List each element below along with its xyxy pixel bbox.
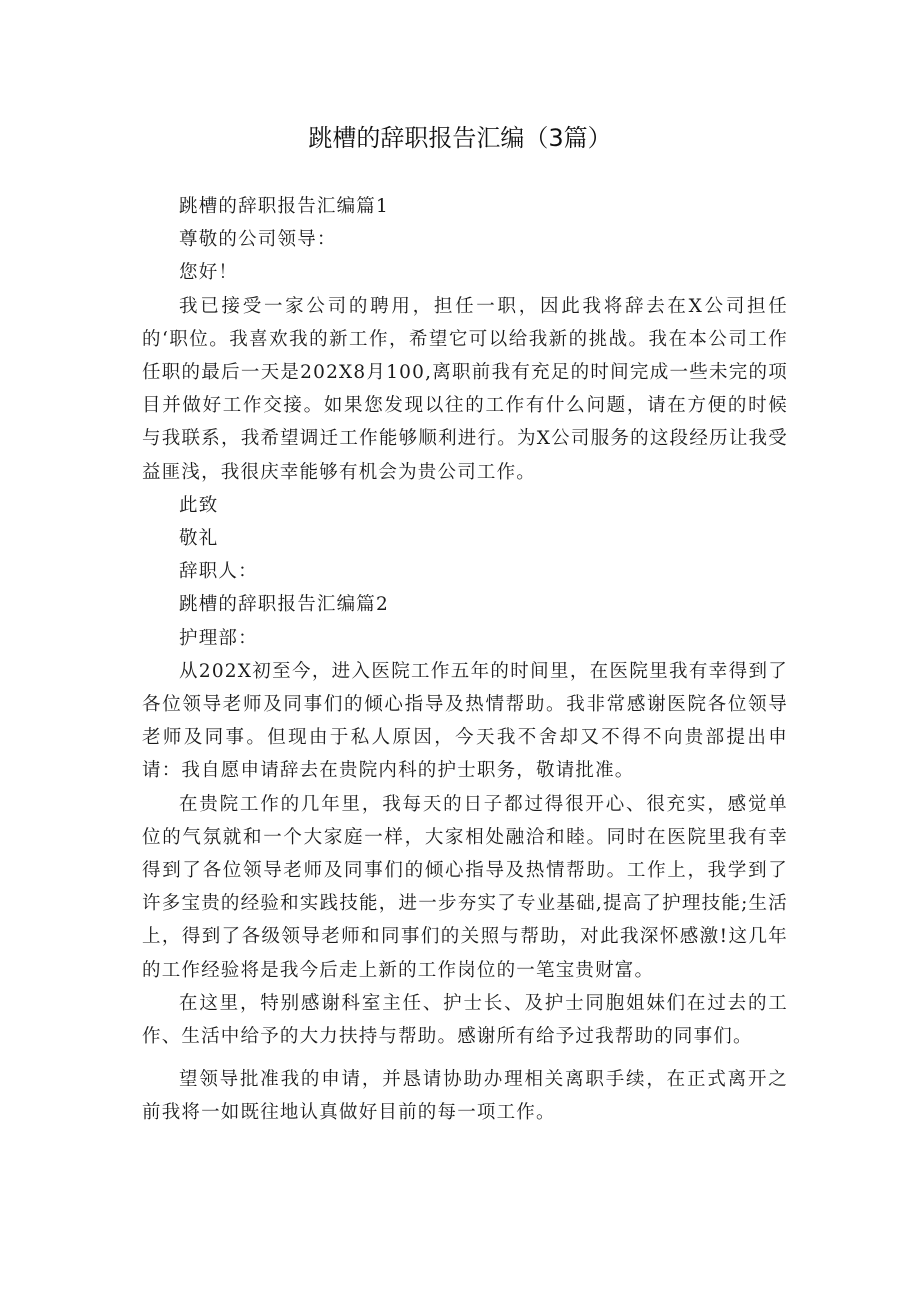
- body-paragraph: 在这里，特别感谢科室主任、护士长、及护士同胞姐妹们在过去的工作、生活中给予的大力扶持与帮助。感谢所有给予过我帮助的同事们。: [142, 992, 788, 1048]
- closing-regards: 敬礼: [179, 528, 219, 550]
- body-paragraph: 望领导批准我的申请，并恳请协助办理相关离职手续，在正式离开之前我将一如既往地认真做好目前的每一项工作。: [142, 1069, 788, 1124]
- section-heading-1: 跳槽的辞职报告汇编篇1: [179, 196, 389, 217]
- recipient: 护理部：: [179, 627, 258, 649]
- salutation: 尊敬的公司领导：: [179, 229, 337, 251]
- body-paragraph: 从202X初至今，进入医院工作五年的时间里，在医院里我有幸得到了各位领导老师及同事们的倾心指导及热情帮助。我非常感谢医院各位领导老师及同事。但现由于私人原因，今天我不舍却又不得不向贵部提出申请：我自愿申请辞去在贵院内科的护士职务，敬请批准。: [142, 660, 788, 782]
- signature-label: 辞职人：: [179, 561, 258, 583]
- greeting: 您好！: [179, 262, 239, 284]
- document-title: 跳槽的辞职报告汇编（3篇）: [308, 124, 612, 152]
- section-heading-2: 跳槽的辞职报告汇编篇2: [179, 594, 389, 616]
- closing-line: 此致: [179, 494, 219, 516]
- body-paragraph: 我已接受一家公司的聘用，担任一职，因此我将辞去在X公司担任的‘职位。我喜欢我的新工作，希望它可以给我新的挑战。我在本公司工作任职的最后一天是202X8月100,离职前我有充足的时间完成一些未完的项目并做好工作交接。如果您发现以往的工作有什么问题，请在方便的时候与我联系，我希望调迁工作能够顺利进行。为X公司服务的这段经历让我受益匪浅，我很庆幸能够有机会为贵公司工作。: [142, 295, 788, 483]
- document-body: [142, 190, 788, 1130]
- body-paragraph: 在贵院工作的几年里，我每天的日子都过得很开心、很充实，感觉单位的气氛就和一个大家庭一样，大家相处融洽和睦。同时在医院里我有幸得到了各位领导老师及同事们的倾心指导及热情帮助。工作上，我学到了许多宝贵的经验和实践技能，进一步夯实了专业基础,提高了护理技能;生活上，得到了各级领导老师和同事们的关照与帮助，对此我深怀感激!这几年的工作经验将是我今后走上新的工作岗位的一笔宝贵财富。: [142, 793, 788, 981]
